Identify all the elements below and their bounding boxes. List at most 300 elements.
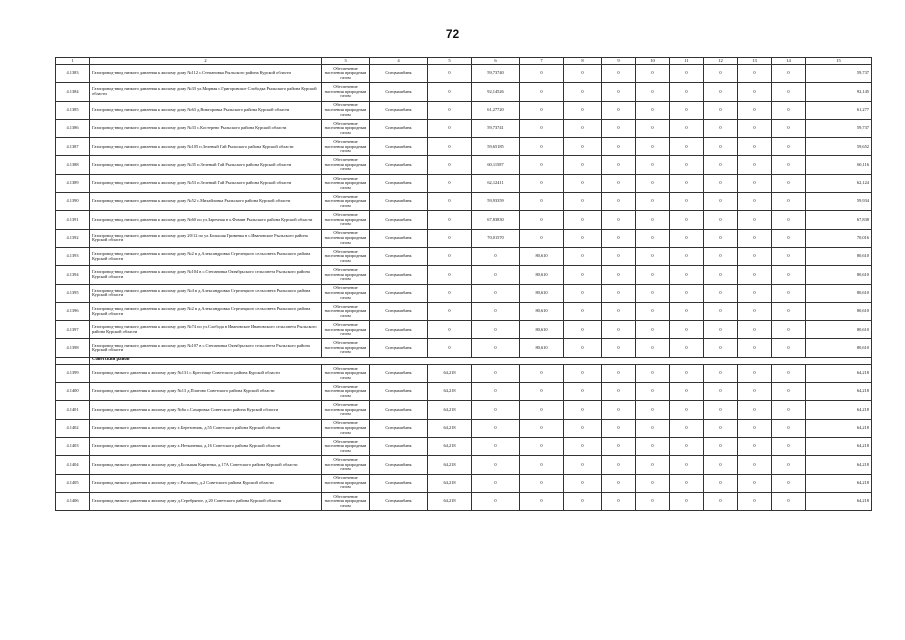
purpose-cell: Обеспечение населения природным газом [322,364,370,382]
table-row [56,65,872,83]
total-cell: 64,218 [806,383,872,401]
value-cell: 64,218 [428,492,472,510]
value-cell: 0 [602,401,636,419]
value-cell: 70,01570 [472,229,520,247]
value-cell: 0 [704,401,738,419]
value-cell: 0 [738,321,772,339]
value-cell: 0 [636,266,670,284]
purpose-cell: Обеспечение населения природным газом [322,193,370,211]
row-number-cell: 4.1390 [56,193,90,211]
value-cell: 0 [520,383,564,401]
value-cell: 0 [636,83,670,101]
total-cell: 92,145 [806,83,872,101]
row-number-cell: 4.1394 [56,266,90,284]
value-cell: 0 [704,65,738,83]
object-name-cell: Газопровод-ввод низкого давления к жилому дому №74 по ул.Слобода в Ивановское Ивановского сельсовета Рыльского района Курской области [90,321,322,339]
header-cell: 4 [370,58,428,65]
purpose-cell: Обеспечение населения природным газом [322,321,370,339]
value-cell: 0 [670,456,704,474]
source-cell: Спецмашбанк [370,229,428,247]
table-row [56,247,872,265]
value-cell: 0 [670,229,704,247]
value-cell: 0 [704,193,738,211]
value-cell: 80,610 [520,266,564,284]
header-cell: 3 [322,58,370,65]
value-cell: 0 [602,383,636,401]
value-cell: 0 [704,211,738,229]
purpose-cell: Обеспечение населения природным газом [322,401,370,419]
value-cell: 0 [772,229,806,247]
value-cell: 0 [738,65,772,83]
value-cell: 0 [772,138,806,156]
object-name-cell: Газопровод-ввод низкого давления к жилому дому 20/12 по ул.Большая Гривенка в с.Ивановское Рыльского района Курской области [90,229,322,247]
value-cell: 0 [520,101,564,119]
row-number-cell: 4.1405 [56,474,90,492]
value-cell: 0 [602,101,636,119]
source-cell: Спецмашбанк [370,83,428,101]
value-cell: 0 [704,456,738,474]
value-cell: 0 [704,339,738,357]
object-name-cell: Газопровод низкого давления к жилому дому №13 д.Платово Советского района Курской области [90,383,322,401]
value-cell: 0 [428,321,472,339]
total-cell: 80,610 [806,302,872,320]
table-row [56,284,872,302]
value-cell: 0 [738,383,772,401]
value-cell: 60,11587 [472,156,520,174]
source-cell: Спецмашбанк [370,101,428,119]
row-number-cell: 4.1387 [56,138,90,156]
section-row [56,357,872,364]
object-name-cell: Газопровод низкого давления к жилому дому х.Неткачевка, д.16 Советского района Курской области [90,437,322,455]
value-cell: 0 [704,364,738,382]
object-name-cell: Газопровод-ввод низкого давления к жилому дому №105 п.Зеленый Гай Рыльского района Курской области [90,138,322,156]
value-cell: 0 [564,229,602,247]
value-cell: 0 [670,138,704,156]
value-cell: 0 [602,302,636,320]
value-cell: 0 [602,247,636,265]
value-cell: 0 [670,364,704,382]
object-name-cell: Газопровод-ввод низкого давления к жилому дому №35 п.Зеленый Гай Рыльского района Курской области [90,156,322,174]
value-cell: 59,73740 [472,65,520,83]
value-cell: 0 [520,119,564,137]
purpose-cell: Обеспечение населения природным газом [322,284,370,302]
value-cell: 0 [670,474,704,492]
value-cell: 0 [704,302,738,320]
value-cell: 0 [704,266,738,284]
value-cell: 0 [520,229,564,247]
value-cell: 59,65185 [472,138,520,156]
purpose-cell: Обеспечение населения природным газом [322,101,370,119]
value-cell: 0 [772,284,806,302]
value-cell: 0 [704,419,738,437]
header-cell: 12 [704,58,738,65]
value-cell: 0 [636,174,670,192]
value-cell: 0 [472,401,520,419]
table-row [56,119,872,137]
source-cell: Спецмашбанк [370,339,428,357]
value-cell: 0 [428,119,472,137]
value-cell: 0 [772,492,806,510]
value-cell: 0 [738,211,772,229]
value-cell: 0 [564,174,602,192]
section-blank-cell [56,357,90,364]
value-cell: 0 [636,437,670,455]
value-cell: 0 [602,492,636,510]
value-cell: 0 [602,339,636,357]
purpose-cell: Обеспечение населения природным газом [322,266,370,284]
value-cell: 0 [636,302,670,320]
value-cell: 0 [602,419,636,437]
object-name-cell: Газопровод-ввод низкого давления к жилому дому №2 в д.Александровка Стрелецкого сельсовета Рыльского района Курской области [90,247,322,265]
row-number-cell: 4.1396 [56,302,90,320]
value-cell: 0 [520,211,564,229]
value-cell: 0 [772,321,806,339]
value-cell: 0 [564,321,602,339]
row-number-cell: 4.1384 [56,83,90,101]
value-cell: 0 [602,138,636,156]
value-cell: 0 [564,419,602,437]
value-cell: 0 [564,266,602,284]
value-cell: 80,610 [520,284,564,302]
value-cell: 0 [564,492,602,510]
value-cell: 0 [636,456,670,474]
value-cell: 0 [472,419,520,437]
value-cell: 0 [602,266,636,284]
value-cell: 0 [428,156,472,174]
total-cell: 70,016 [806,229,872,247]
value-cell: 0 [738,119,772,137]
row-number-cell: 4.1404 [56,456,90,474]
source-cell: Спецмашбанк [370,492,428,510]
purpose-cell: Обеспечение населения природным газом [322,65,370,83]
source-cell: Спецмашбанк [370,65,428,83]
value-cell: 0 [472,302,520,320]
value-cell: 0 [636,156,670,174]
value-cell: 0 [564,247,602,265]
value-cell: 0 [472,339,520,357]
value-cell: 0 [772,364,806,382]
table-row [56,266,872,284]
value-cell: 0 [472,456,520,474]
value-cell: 0 [704,138,738,156]
value-cell: 0 [670,266,704,284]
value-cell: 0 [738,364,772,382]
value-cell: 0 [738,101,772,119]
purpose-cell: Обеспечение населения природным газом [322,492,370,510]
value-cell: 59,73741 [472,119,520,137]
value-cell: 0 [602,456,636,474]
header-cell: 5 [428,58,472,65]
header-cell: 9 [602,58,636,65]
table-row [56,211,872,229]
value-cell: 80,610 [520,321,564,339]
value-cell: 0 [520,456,564,474]
table-row [56,321,872,339]
value-cell: 0 [670,492,704,510]
value-cell: 0 [636,383,670,401]
source-cell: Спецмашбанк [370,474,428,492]
total-cell: 64,218 [806,456,872,474]
value-cell: 0 [564,156,602,174]
value-cell: 0 [738,83,772,101]
value-cell: 0 [428,138,472,156]
table-row [56,193,872,211]
object-name-cell: Газопровод низкого давления к жилому дому с.Расховец, д.2 Советского района Курской области [90,474,322,492]
row-number-cell: 4.1385 [56,101,90,119]
purpose-cell: Обеспечение населения природным газом [322,247,370,265]
value-cell: 0 [602,211,636,229]
value-cell: 0 [772,193,806,211]
value-cell: 0 [564,83,602,101]
header-cell: 6 [472,58,520,65]
purpose-cell: Обеспечение населения природным газом [322,339,370,357]
value-cell: 0 [636,119,670,137]
value-cell: 0 [670,437,704,455]
value-cell: 0 [520,364,564,382]
source-cell: Спецмашбанк [370,119,428,137]
value-cell: 0 [564,101,602,119]
object-name-cell: Газопровод низкого давления к жилому дому №131 с.Крестище Советского района Курской области [90,364,322,382]
object-name-cell: Газопровод-ввод низкого давления к жилому дому №107 в с.Степановка Октябрьского сельсовета Рыльского района Курской области [90,339,322,357]
object-name-cell: Газопровод низкого давления к жилому дому х.Березовчик, д.55 Советского района Курской области [90,419,322,437]
source-cell: Спецмашбанк [370,284,428,302]
value-cell: 0 [564,456,602,474]
purpose-cell: Обеспечение населения природным газом [322,174,370,192]
value-cell: 0 [428,101,472,119]
source-cell: Спецмашбанк [370,302,428,320]
source-cell: Спецмашбанк [370,266,428,284]
header-cell: 10 [636,58,670,65]
value-cell: 0 [602,321,636,339]
total-cell: 64,218 [806,401,872,419]
source-cell: Спецмашбанк [370,321,428,339]
value-cell: 0 [738,401,772,419]
value-cell: 0 [772,174,806,192]
value-cell: 0 [738,339,772,357]
object-name-cell: Газопровод-ввод низкого давления к жилому дому №33 ул.Мирная с.Григоровское Слободка Рыльского района Курской области [90,83,322,101]
value-cell: 61,27720 [472,101,520,119]
object-name-cell: Газопровод-ввод низкого давления к жилому дому №112 с.Степановка Рыльского района Курской области [90,65,322,83]
value-cell: 0 [670,401,704,419]
value-cell: 0 [564,284,602,302]
total-cell: 59,737 [806,65,872,83]
value-cell: 0 [772,437,806,455]
total-cell: 64,218 [806,419,872,437]
value-cell: 64,218 [428,419,472,437]
value-cell: 0 [428,174,472,192]
purpose-cell: Обеспечение населения природным газом [322,383,370,401]
value-cell: 0 [564,474,602,492]
value-cell: 0 [670,156,704,174]
value-cell: 0 [772,83,806,101]
value-cell: 0 [704,474,738,492]
value-cell: 0 [428,302,472,320]
source-cell: Спецмашбанк [370,437,428,455]
value-cell: 0 [670,211,704,229]
value-cell: 80,610 [520,339,564,357]
row-number-cell: 4.1401 [56,401,90,419]
value-cell: 0 [772,247,806,265]
value-cell: 0 [738,474,772,492]
value-cell: 0 [602,83,636,101]
table-row [56,456,872,474]
table-row [56,419,872,437]
row-number-cell: 4.1392 [56,229,90,247]
value-cell: 64,218 [428,437,472,455]
value-cell: 0 [738,284,772,302]
value-cell: 0 [704,437,738,455]
value-cell: 0 [428,193,472,211]
value-cell: 0 [636,138,670,156]
table-row [56,339,872,357]
purpose-cell: Обеспечение населения природным газом [322,211,370,229]
row-number-cell: 4.1386 [56,119,90,137]
value-cell: 0 [704,156,738,174]
table-row [56,492,872,510]
purpose-cell: Обеспечение населения природным газом [322,456,370,474]
object-name-cell: Газопровод-ввод низкого давления к жилому дому №53 п.Зеленый Гай Рыльского района Курской области [90,174,322,192]
page-number: 72 [445,27,460,41]
source-cell: Спецмашбанк [370,156,428,174]
total-cell: 59,652 [806,138,872,156]
object-name-cell: Газопровод-ввод низкого давления к жилому дому №4 в д.Александровка Стрелецкого сельсовета Рыльского района Курской области [90,284,322,302]
value-cell: 0 [520,419,564,437]
value-cell: 0 [428,83,472,101]
value-cell: 0 [564,65,602,83]
table-row [56,401,872,419]
total-cell: 60,116 [806,156,872,174]
total-cell: 59,737 [806,119,872,137]
value-cell: 0 [636,211,670,229]
value-cell: 0 [636,247,670,265]
total-cell: 64,218 [806,437,872,455]
value-cell: 0 [428,284,472,302]
source-cell: Спецмашбанк [370,211,428,229]
table-row [56,474,872,492]
total-cell: 80,610 [806,266,872,284]
header-cell: 8 [564,58,602,65]
row-number-cell: 4.1397 [56,321,90,339]
value-cell: 62,12411 [472,174,520,192]
purpose-cell: Обеспечение населения природным газом [322,419,370,437]
table-row [56,174,872,192]
object-name-cell: Газопровод низкого давления к жилому дому №6а с.Сахаровка Советского района Курской области [90,401,322,419]
purpose-cell: Обеспечение населения природным газом [322,437,370,455]
value-cell: 0 [636,229,670,247]
value-cell: 0 [636,321,670,339]
value-cell: 0 [472,474,520,492]
value-cell: 0 [520,83,564,101]
value-cell: 0 [772,266,806,284]
row-number-cell: 4.1400 [56,383,90,401]
row-number-cell: 4.1391 [56,211,90,229]
value-cell: 0 [670,247,704,265]
value-cell: 0 [738,174,772,192]
value-cell: 0 [428,247,472,265]
value-cell: 0 [602,156,636,174]
table-row [56,101,872,119]
value-cell: 80,610 [520,247,564,265]
value-cell: 0 [472,266,520,284]
row-number-cell: 4.1389 [56,174,90,192]
purpose-cell: Обеспечение населения природным газом [322,138,370,156]
source-cell: Спецмашбанк [370,364,428,382]
object-name-cell: Газопровод-ввод низкого давления к жилому дому №104 в с.Степановка Октябрьского сельсовета Рыльского района Курской области [90,266,322,284]
source-cell: Спецмашбанк [370,193,428,211]
purpose-cell: Обеспечение населения природным газом [322,119,370,137]
table-row [56,437,872,455]
value-cell: 0 [704,174,738,192]
value-cell: 0 [428,266,472,284]
value-cell: 92,14526 [472,83,520,101]
value-cell: 0 [602,193,636,211]
source-cell: Спецмашбанк [370,401,428,419]
value-cell: 0 [472,437,520,455]
source-cell: Спецмашбанк [370,456,428,474]
table-row [56,156,872,174]
value-cell: 0 [472,492,520,510]
value-cell: 0 [772,211,806,229]
value-cell: 0 [636,101,670,119]
value-cell: 0 [738,437,772,455]
value-cell: 0 [428,211,472,229]
value-cell: 0 [428,65,472,83]
value-cell: 0 [472,383,520,401]
value-cell: 64,218 [428,474,472,492]
value-cell: 0 [636,339,670,357]
value-cell: 0 [520,193,564,211]
value-cell: 0 [738,138,772,156]
table-row [56,302,872,320]
source-cell: Спецмашбанк [370,419,428,437]
value-cell: 0 [520,138,564,156]
value-cell: 0 [564,193,602,211]
value-cell: 0 [670,419,704,437]
value-cell: 0 [564,119,602,137]
value-cell: 0 [670,83,704,101]
value-cell: 59,93359 [472,193,520,211]
total-cell: 61,277 [806,101,872,119]
value-cell: 0 [602,119,636,137]
value-cell: 0 [564,138,602,156]
value-cell: 0 [602,284,636,302]
row-number-cell: 4.1383 [56,65,90,83]
value-cell: 0 [772,383,806,401]
value-cell: 0 [772,65,806,83]
value-cell: 0 [602,437,636,455]
object-name-cell: Газопровод-ввод низкого давления к жилому дому №2 в д.Александровка Стрелецкого сельсовета Рыльского района Курской области [90,302,322,320]
value-cell: 0 [772,119,806,137]
header-cell: 14 [772,58,806,65]
row-number-cell: 4.1388 [56,156,90,174]
purpose-cell: Обеспечение населения природным газом [322,83,370,101]
value-cell: 0 [602,364,636,382]
value-cell: 0 [636,419,670,437]
row-number-cell: 4.1402 [56,419,90,437]
value-cell: 0 [704,284,738,302]
header-row [56,58,872,65]
value-cell: 0 [704,383,738,401]
value-cell: 0 [670,339,704,357]
value-cell: 0 [636,193,670,211]
object-name-cell: Газопровод низкого давления к жилому дому д.Большая Карпенка, д.17А Советского района Курской области [90,456,322,474]
value-cell: 0 [772,101,806,119]
table-body [56,58,872,511]
value-cell: 0 [738,156,772,174]
total-cell: 62,124 [806,174,872,192]
value-cell: 0 [636,65,670,83]
value-cell: 0 [564,383,602,401]
